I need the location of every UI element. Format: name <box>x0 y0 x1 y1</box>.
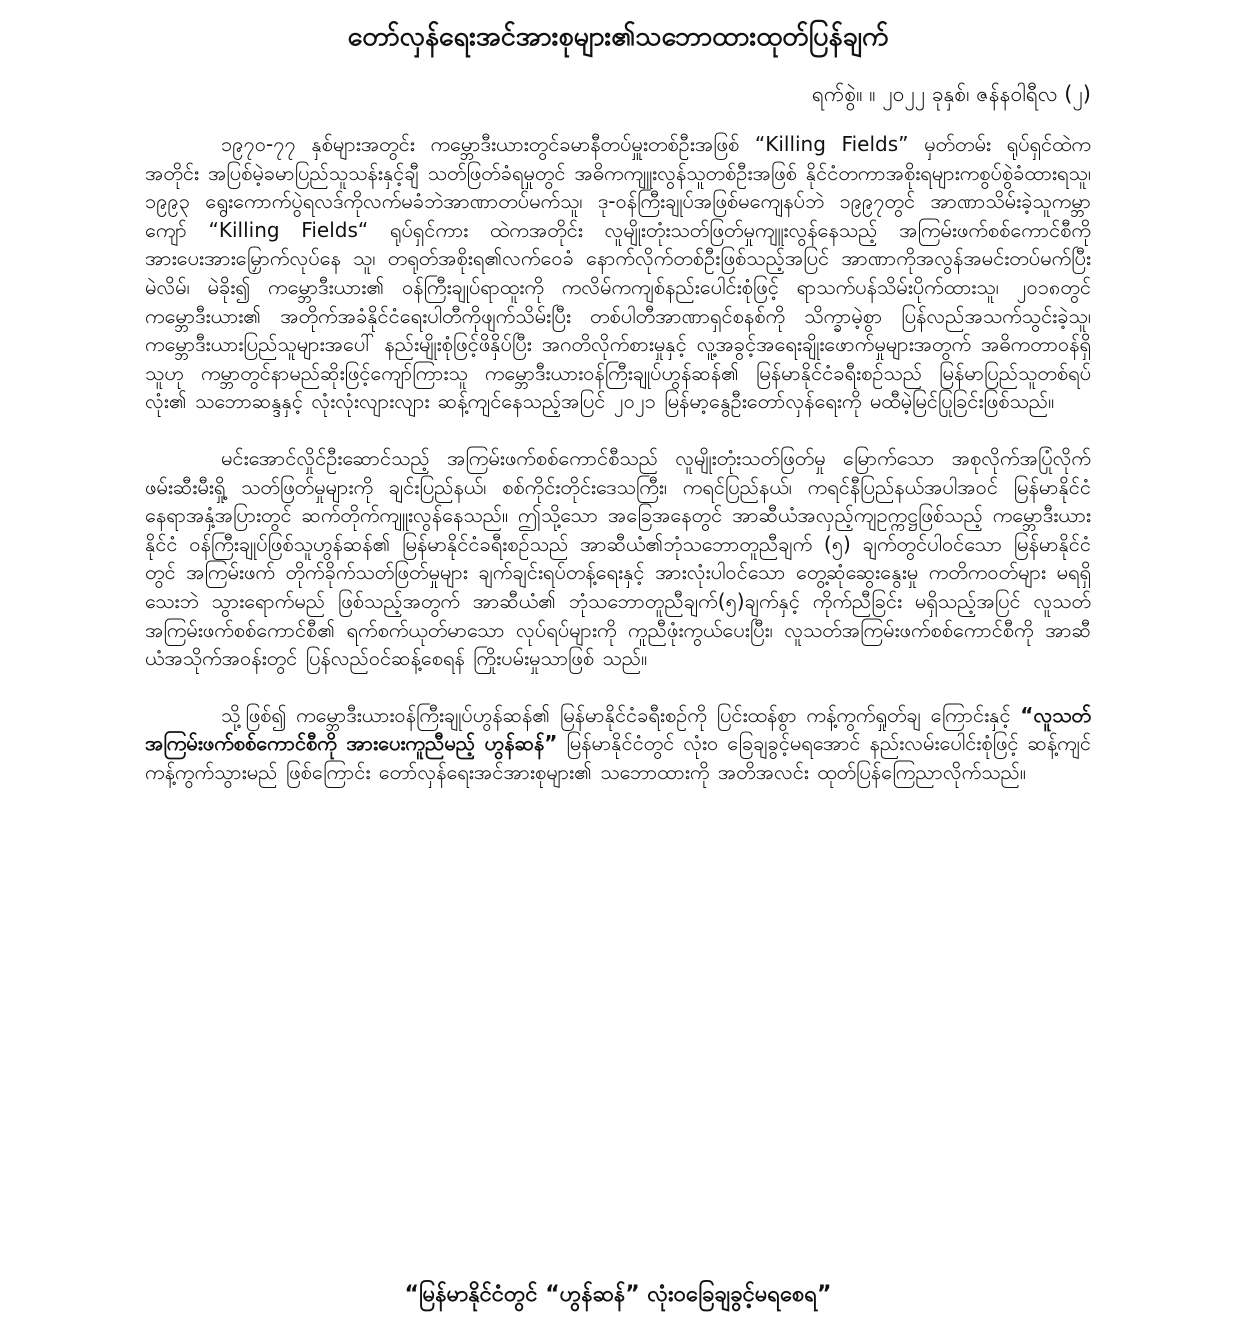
paragraph-1: ၁၉၇၀-၇၇ နှစ်များအတွင်း ကမ္ဘောဒီးယားတွင်ခမာနီတပ်မှူးတစ်ဦးအဖြစ် “Killing Fields” မှတ်တမ်း ရုပ်ရှင်ထဲကအတိုင်း အပြစ်မဲ့ခမာပြည်သူသန်းနှင့်ချီ သတ်ဖြတ်ခံရမှုတွင် အဓိကကျူးလွန်သူတစ်ဦးအဖြစ် နိုင်ငံတကာအစိုးရများကစွပ်စွဲခံထားရသူ၊ ၁၉၉၃ ရွေးကောက်ပွဲရလဒ်ကိုလက်မခံဘဲအာဏာတပ်မက်သူ၊ ဒု-ဝန်ကြီးချုပ်အဖြစ်မကျေနပ်ဘဲ ၁၉၉၇တွင် အာဏာသိမ်းခဲ့သူကမ္ဘာကျော် “Killing Fields“ ရုပ်ရှင်ကား ထဲကအတိုင်း လူမျိုးတုံးသတ်ဖြတ်မှုကျူးလွန်နေသည့် အကြမ်းဖက်စစ်ကောင်စီကို အားပေးအားမြှောက်လုပ်နေ သူ၊ တရုတ်အစိုးရ၏လက်ဝေခံ နောက်လိုက်တစ်ဦးဖြစ်သည့်အပြင် အာဏာကိုအလွန်အမင်းတပ်မက်ပြီး မဲလိမ်၊ မဲခိုး၍ ကမ္ဘောဒီးယား၏ ဝန်ကြီးချုပ်ရာထူးကို ကလိမ်ကကျစ်နည်းပေါင်းစုံဖြင့် ရာသက်ပန်သိမ်းပိုက်ထားသူ၊ ၂၀၁၈တွင် ကမ္ဘောဒီးယား၏ အတိုက်အခံနိုင်ငံရေးပါတီကိုဖျက်သိမ်းပြီး တစ်ပါတီအာဏာရှင်စနစ်ကို သိက္ခာမဲ့စွာ ပြန်လည်အသက်သွင်းခဲ့သူ၊ ကမ္ဘောဒီးယားပြည်သူများအပေါ် နည်းမျိုးစုံဖြင့်ဖိနှိပ်ပြီး အဂတိလိုက်စားမှုနှင့် လူ့အခွင့်အရေးချိုးဖောက်မှုများအတွက် အဓိကတာဝန်ရှိသူဟု ကမ္ဘာတွင်နာမည်ဆိုးဖြင့်ကျော်ကြားသူ ကမ္ဘောဒီးယားဝန်ကြီးချုပ်ဟွန်ဆန်၏ မြန်မာနိုင်ငံခရီးစဉ်သည် မြန်မာပြည်သူတစ်ရပ်လုံး၏ သဘောဆန္ဒနှင့် လုံးလုံးလျားလျား ဆန့်ကျင်နေသည့်အပြင် ၂၀၂၁ မြန်မာ့နွေဦးတော်လှန်ရေးကို မထီမဲ့မြင်ပြုခြင်းဖြစ်သည်။ <box>145 132 1091 414</box>
paragraph-3 <box>145 701 1091 787</box>
statement-title: တော်လှန်ရေးအင်အားစုများ၏သဘောထားထုတ်ပြန်ချက် <box>347 21 889 52</box>
statement-page <box>145 20 1091 1310</box>
paragraph-2: မင်းအောင်လှိုင်ဦးဆောင်သည့် အကြမ်းဖက်စစ်ကောင်စီသည် လူမျိုးတုံးသတ်ဖြတ်မှု မြောက်သော အစုလိုက်အပြုံလိုက် ဖမ်းဆီးမီးရှို့ သတ်ဖြတ်မှုများကို ချင်းပြည်နယ်၊ စစ်ကိုင်းတိုင်းဒေသကြီး၊ ကရင်ပြည်နယ်၊ ကရင်နီပြည်နယ်အပါအဝင် မြန်မာနိုင်ငံ နေရာအနှံ့အပြားတွင် ဆက်တိုက်ကျူးလွန်နေသည်။ ဤသို့သော အခြေအနေတွင် အာဆီယံအလှည့်ကျဥက္ကဋ္ဌဖြစ်သည့် ကမ္ဘောဒီးယားနိုင်ငံ ဝန်ကြီးချုပ်ဖြစ်သူဟွန်ဆန်၏ မြန်မာနိုင်ငံခရီးစဉ်သည် အာဆီယံ၏ဘုံသဘောတူညီချက် (၅) ချက်တွင်ပါဝင်သော မြန်မာနိုင်ငံတွင် အကြမ်းဖက် တိုက်ခိုက်သတ်ဖြတ်မှုများ ချက်ချင်းရပ်တန့်ရေးနှင့် အားလုံးပါဝင်သော တွေ့ဆုံဆွေးနွေးမှု ကတိကဝတ်များ မရရှိသေးဘဲ သွားရောက်မည် ဖြစ်သည့်အတွက် အာဆီယံ၏ ဘုံသဘောတူညီချက်(၅)ချက်နှင့် ကိုက်ညီခြင်း မရှိသည့်အပြင် လူသတ်အကြမ်းဖက်စစ်ကောင်စီ၏ ရက်စက်ယုတ်မာသော လုပ်ရပ်များကို ကူညီဖုံးကွယ်ပေးပြီး၊ လူသတ်အကြမ်းဖက်စစ်ကောင်စီကို အာဆီယံအသိုက်အဝန်းတွင် ပြန်လည်ဝင်ဆန့်စေရန် ကြိုးပမ်းမှုသာဖြစ် သည်။ <box>145 445 1091 671</box>
statement-date: ရက်စွဲ။ ။ ၂၀၂၂ ခုနှစ်၊ ဇန်နဝါရီလ (၂) <box>811 82 1091 106</box>
closing-slogan: “မြန်မာနိုင်ငံတွင် “ဟွန်ဆန်” လုံးဝခြေချခွင့်မရစေရ” <box>404 1282 832 1307</box>
paragraph-3-tail: မြန်မာနိုင်ငံတွင် လုံးဝ ခြေချခွင့်မရအောင် နည်းလမ်းပေါင်းစုံဖြင့် ဆန့်ကျင်ကန့်ကွက်သွားမည် ဖြစ်ကြောင်း တော်လှန်ရေးအင်အားစုများ၏ သဘောထားကို အတိအလင်း ထုတ်ပြန်ကြေညာလိုက်သည်။ <box>145 731 1091 784</box>
paragraph-3-emphasis: “လူသတ်အကြမ်းဖက်စစ်ကောင်စီကို အားပေးကူညီမည့် ဟွန်ဆန်” <box>145 702 1091 756</box>
paragraph-3-lead: သို့ဖြစ်၍ ကမ္ဘောဒီးယားဝန်ကြီးချုပ်ဟွန်ဆန်၏ မြန်မာနိုင်ငံခရီးစဉ်ကို ပြင်းထန်စွာ ကန့်ကွက်ရှုတ်ချ ကြောင်းနှင့် <box>221 702 1021 727</box>
